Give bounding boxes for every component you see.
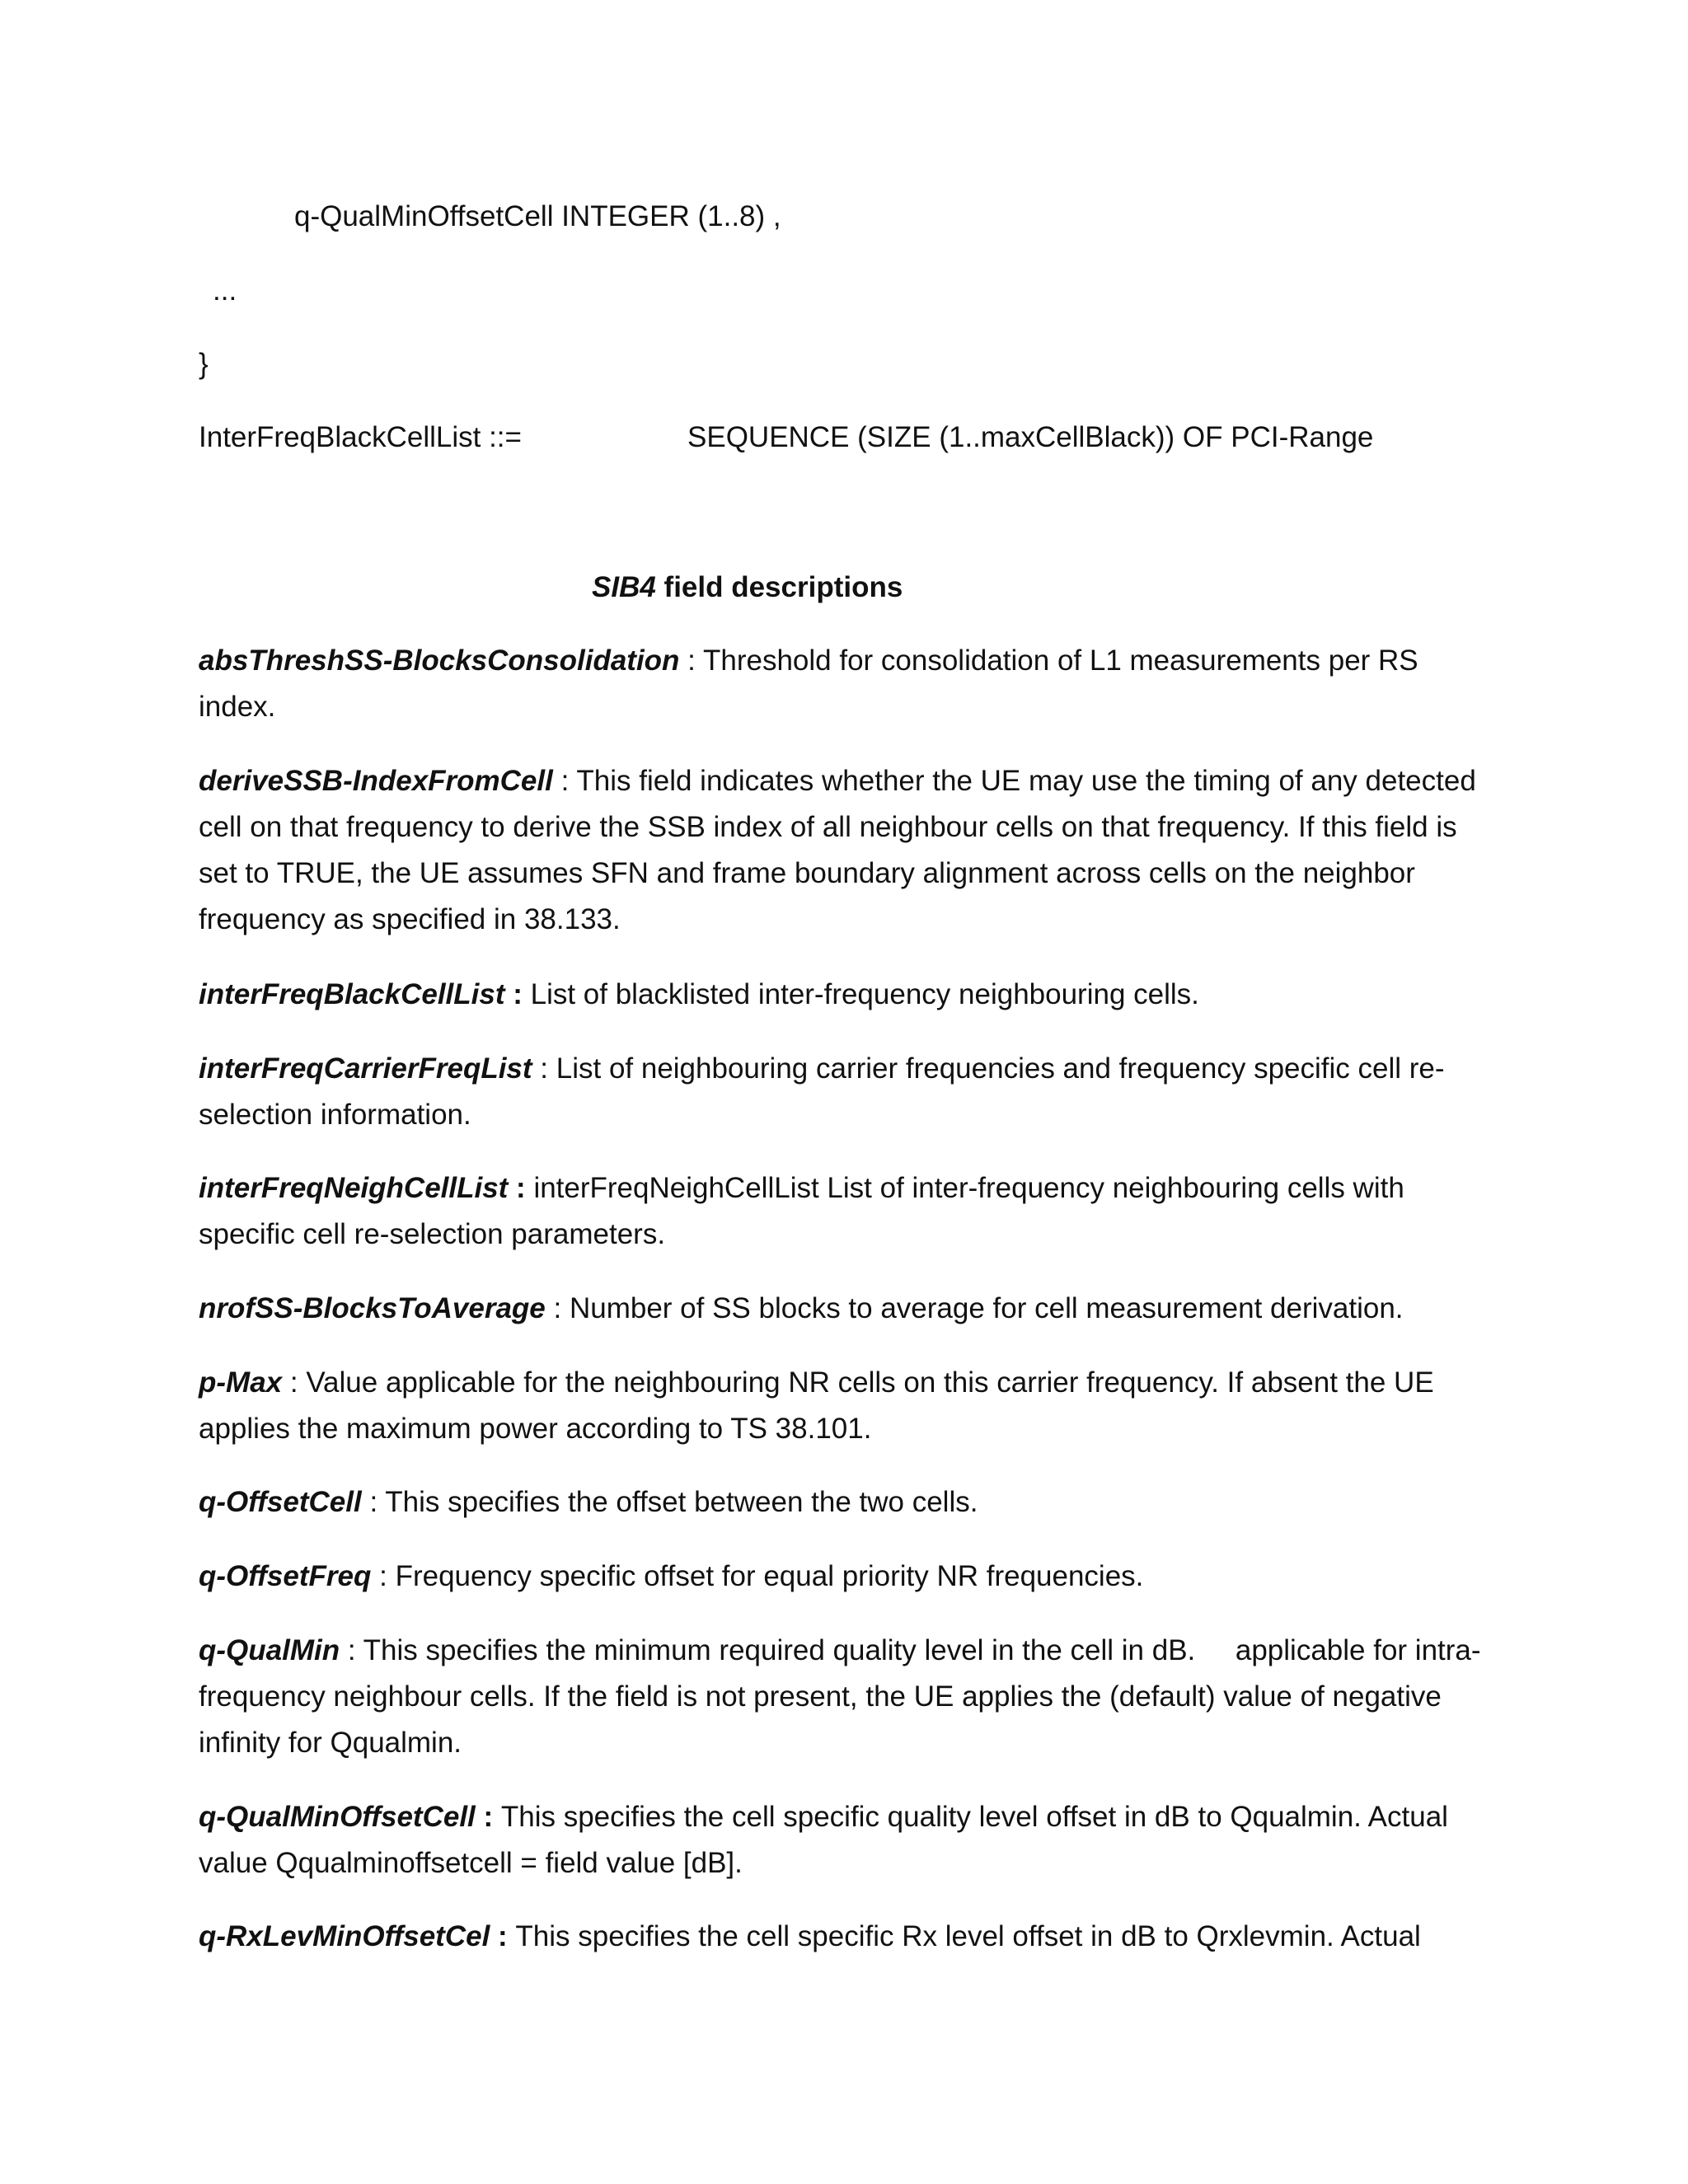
asn1-ellipsis: ... (213, 274, 237, 307)
field-desc: Value applicable for the neighbouring NR cells on this carrier frequency. If absent the UE applies the maximum power according to TS 38.101. (199, 1366, 1434, 1445)
field-description-qoffsetcell (199, 1479, 1501, 1526)
field-separator: : (361, 1486, 386, 1518)
field-term: q-OffsetCell (199, 1486, 362, 1518)
title-sib-name: SIB4 (592, 571, 656, 603)
field-desc: This specifies the offset between the two cells. (385, 1486, 978, 1518)
field-description-qrxlevminoffsetcel (199, 1914, 1501, 1960)
field-term: interFreqCarrierFreqList (199, 1052, 532, 1085)
field-desc: This field indicates whether the UE may use the timing of any detected cell on that frequency to derive the SSB index of all neighbour cells on that frequency. If this field is set to TRUE, the UE assumes SFN and frame boundary alignment across cells on the neighbor frequency as specified in 38.133. (199, 765, 1476, 935)
field-description-qoffsetfreq (199, 1554, 1501, 1600)
field-separator: : (532, 1052, 556, 1085)
field-descriptions-title (592, 565, 903, 611)
field-description-carrierfreqlist (199, 1046, 1501, 1138)
field-desc: Number of SS blocks to average for cell measurement derivation. (569, 1292, 1404, 1324)
field-term: q-QualMin (199, 1634, 340, 1666)
field-description-derivessb (199, 758, 1501, 943)
field-description-blackcelllist (199, 972, 1501, 1018)
field-separator: : (679, 644, 703, 677)
field-term: deriveSSB-IndexFromCell (199, 765, 553, 797)
field-desc: Frequency specific offset for equal priority NR frequencies. (395, 1560, 1144, 1592)
field-description-pmax (199, 1360, 1501, 1452)
asn1-type-definition: SEQUENCE (SIZE (1..maxCellBlack)) OF PCI-Range (687, 421, 1374, 453)
asn1-type-name: InterFreqBlackCellList ::= (199, 421, 522, 453)
title-rest: field descriptions (655, 571, 903, 603)
field-separator: : (508, 1172, 534, 1204)
field-separator: : (504, 978, 531, 1010)
field-term: nrofSS-BlocksToAverage (199, 1292, 546, 1324)
field-description-nrofssblocks (199, 1286, 1501, 1332)
field-description-absthresh (199, 638, 1501, 730)
field-description-qqualmin (199, 1628, 1501, 1766)
field-separator: : (282, 1366, 307, 1399)
field-desc: This specifies the cell specific Rx level offset in dB to Qrxlevmin. Actual (515, 1920, 1421, 1952)
field-desc: This specifies the minimum required quality level in the cell in dB. applicable for intra-frequency neighbour cells. If the field is not present, the UE applies the (default) value of negative infinity for Qqualmin. (199, 1634, 1481, 1759)
field-term: interFreqNeighCellList (199, 1172, 509, 1204)
field-desc: List of neighbouring carrier frequencies and frequency specific cell re-selection information. (199, 1052, 1445, 1131)
field-term: q-OffsetFreq (199, 1560, 372, 1592)
field-separator: : (552, 765, 577, 797)
field-desc: This specifies the cell specific quality level offset in dB to Qqualmin. Actual value Qqualminoffsetcell = field value [dB]. (199, 1801, 1448, 1879)
field-description-neighcelllist (199, 1165, 1501, 1258)
field-separator: : (490, 1920, 516, 1952)
field-term: q-RxLevMinOffsetCel (199, 1920, 490, 1952)
field-term: interFreqBlackCellList (199, 978, 505, 1010)
field-separator: : (475, 1801, 501, 1833)
field-term: absThreshSS-BlocksConsolidation (199, 644, 680, 677)
field-separator: : (545, 1292, 570, 1324)
field-desc: Threshold for consolidation of L1 measurements per RS index. (199, 644, 1418, 723)
field-term: q-QualMinOffsetCell (199, 1801, 476, 1833)
field-separator: : (340, 1634, 363, 1666)
asn1-closing-brace: } (199, 348, 209, 380)
asn1-line-qualminoffsetcell: q-QualMinOffsetCell INTEGER (1..8) , (294, 200, 781, 232)
field-separator: : (371, 1560, 396, 1592)
field-desc: List of blacklisted inter-frequency neighbouring cells. (530, 978, 1199, 1010)
field-description-qqualminoffsetcell (199, 1794, 1501, 1886)
field-desc: interFreqNeighCellList List of inter-frequency neighbouring cells with specific cell re-selection parameters. (199, 1172, 1404, 1250)
field-term: p-Max (199, 1366, 283, 1399)
